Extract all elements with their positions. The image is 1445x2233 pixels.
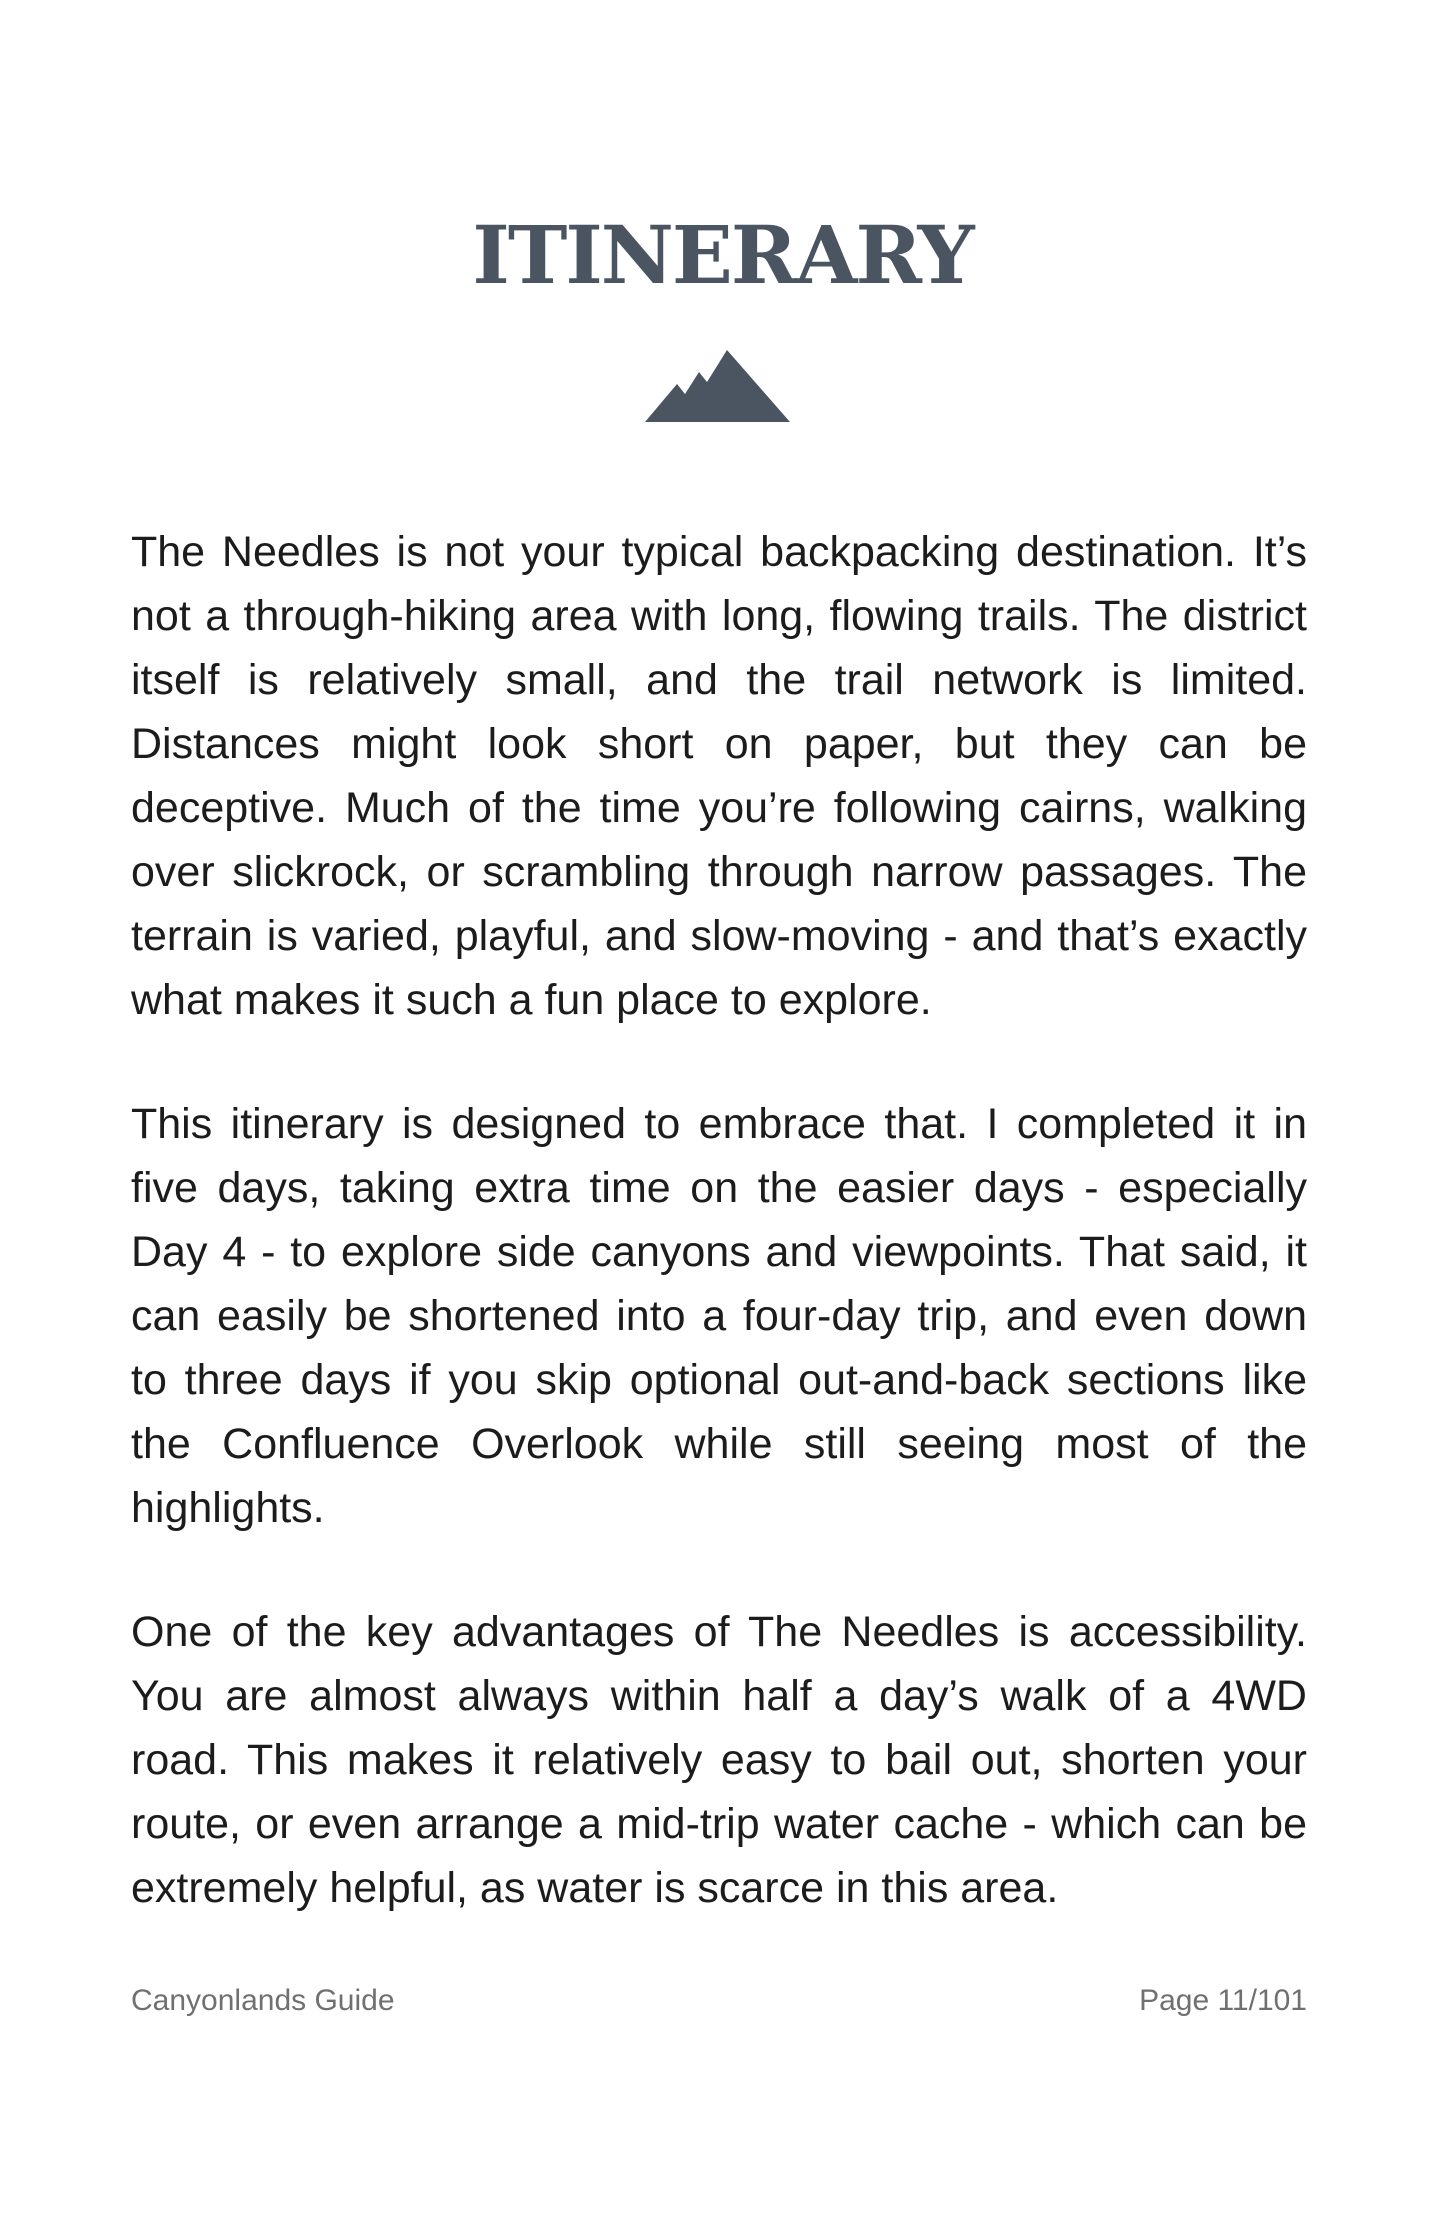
paragraph-3: One of the key advantages of The Needles is accessibility. You are almost always within half a day’s walk of a 4WD road. This makes it relatively easy to bail out, shorten your route, or even arrange a mid-trip water cache - which can be extremely helpful, as water is scarce in this area.: [131, 1608, 1307, 1912]
footer-guide-title: Canyonlands Guide: [131, 1984, 395, 2017]
body-text: [131, 520, 1307, 1980]
paragraph-1: The Needles is not your typical backpacking destination. It’s not a through-hiking area with long, flowing trails. The district itself is relatively small, and the trail network is limited. Distances might look short on paper, but they can be deceptive. Much of the time you’re following cairns, walking over slickrock, or scrambling through narrow passages. The terrain is varied, playful, and slow-moving - and that’s exactly what makes it such a fun place to explore.: [131, 528, 1307, 1024]
page-title: ITINERARY: [472, 208, 973, 302]
paragraph-2: This itinerary is designed to embrace that. I completed it in five days, taking extra time on the easier days - especially Day 4 - to explore side canyons and viewpoints. That said, it can easily be shortened into a four-day trip, and even down to three days if you skip optional out-and-back sections like the Confluence Overlook while still seeing most of the highlights.: [131, 1100, 1307, 1532]
mountain-icon: [645, 350, 790, 422]
footer-page-number: Page 11/101: [1139, 1984, 1307, 2017]
